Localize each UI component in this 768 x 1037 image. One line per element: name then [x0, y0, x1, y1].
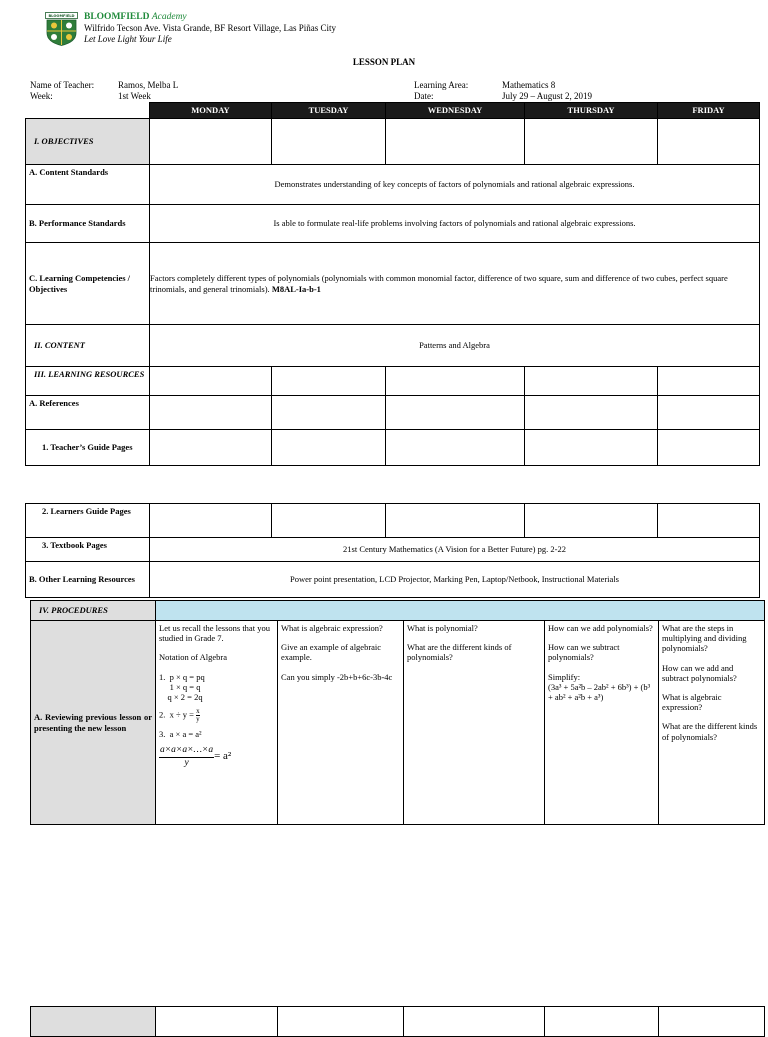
- performance-standards-label: B. Performance Standards: [26, 205, 150, 243]
- procedures-table-continued: [30, 1006, 765, 1037]
- school-name: BLOOMFIELD Academy: [84, 12, 187, 22]
- procedures-table: [30, 600, 765, 825]
- content-label: II. CONTENT: [26, 325, 150, 367]
- resources-label: III. LEARNING RESOURCES: [26, 367, 150, 396]
- textbook-row: [26, 538, 760, 562]
- review-label: A. Reviewing previous lesson or presenting the new lesson: [31, 621, 156, 825]
- date-value: July 29 – August 2, 2019: [502, 91, 593, 101]
- content-standards-label: A. Content Standards: [26, 165, 150, 205]
- day-monday: MONDAY: [150, 103, 272, 119]
- tuesday-procedure: What is algebraic expression? Give an example of algebraic example. Can you simply -2b+b+6c-3b-4c: [278, 621, 404, 825]
- other-resources-label: B. Other Learning Resources: [26, 562, 150, 598]
- area-label: Learning Area:: [414, 80, 469, 90]
- learners-guide-row: [26, 504, 760, 538]
- next-procedure-row: [31, 1007, 765, 1037]
- references-row: [26, 396, 760, 430]
- lesson-plan-table-2: [25, 503, 760, 598]
- learners-guide-label: 2. Learners Guide Pages: [26, 504, 150, 538]
- procedures-label: IV. PROCEDURES: [31, 601, 156, 621]
- teachers-guide-row: [26, 430, 760, 466]
- day-thursday: THURSDAY: [525, 103, 658, 119]
- school-address: Wilfrido Tecson Ave. Vista Grande, BF Resort Village, Las Piñas City: [84, 23, 336, 33]
- week-value: 1st Week: [118, 91, 151, 101]
- day-header-row: [26, 103, 760, 119]
- textbook-value: 21st Century Mathematics (A Vision for a Better Future) pg. 2-22: [150, 538, 760, 562]
- day-tuesday: TUESDAY: [272, 103, 386, 119]
- lesson-plan-table-1: [25, 102, 760, 466]
- friday-procedure: What are the steps in multiplying and dividing polynomials? How can we add and subtract polynomials? What is algebraic expression? What are the different kinds of polynomials?: [659, 621, 765, 825]
- date-label: Date:: [414, 91, 434, 101]
- monday-procedure: Let us recall the lessons that you studied in Grade 7. Notation of Algebra 1. p × q = pq 1 × q = q q × 2 = 2q 2. x ÷ y = $\frac{x}{y}$ 3. a × a = a² $\frac{a\times a\times a\times\dots\times a}{y}$ = a²: [156, 621, 278, 825]
- teacher-label: Name of Teacher:: [30, 80, 95, 90]
- competencies-value: Factors completely different types of polynomials (polynomials with common monomial factor, difference of two square, sum and difference of two cubes, perfect square trinomials, and general trinomials). M8AL-Ia-b-1: [150, 243, 760, 325]
- school-logo: [45, 12, 78, 46]
- day-friday: FRIDAY: [658, 103, 760, 119]
- header-blank: [26, 103, 150, 119]
- document-title: LESSON PLAN: [352, 57, 416, 67]
- performance-standards-value: Is able to formulate real-life problems involving factors of polynomials and rational algebraic expressions.: [150, 205, 760, 243]
- performance-standards-row: [26, 205, 760, 243]
- competency-code: M8AL-Ia-b-1: [271, 283, 321, 294]
- teacher-value: Ramos, Melba L: [118, 80, 179, 90]
- objectives-label: I. OBJECTIVES: [26, 119, 150, 165]
- procedures-band: [156, 601, 765, 621]
- algebra-fraction: $\frac{a\times a\times a\times\dots\times a}{y}$ = a²: [160, 745, 232, 768]
- area-value: Mathematics 8: [502, 80, 556, 90]
- competencies-label: C. Learning Competencies / Objectives: [26, 243, 150, 325]
- content-value: Patterns and Algebra: [150, 325, 760, 367]
- wednesday-procedure: What is polynomial? What are the different kinds of polynomials?: [404, 621, 545, 825]
- textbook-label: 3. Textbook Pages: [26, 538, 150, 562]
- content-standards-row: [26, 165, 760, 205]
- svg-text:BLOOMFIELD: BLOOMFIELD: [48, 14, 75, 18]
- content-standards-value: Demonstrates understanding of key concepts of factors of polynomials and rational algebraic expressions.: [150, 165, 760, 205]
- competencies-row: [26, 243, 760, 325]
- resources-row: [26, 367, 760, 396]
- teachers-guide-label: 1. Teacher’s Guide Pages: [26, 430, 150, 466]
- other-resources-row: [26, 562, 760, 598]
- procedures-header-row: [31, 601, 765, 621]
- school-motto: Let Love Light Your Life: [84, 34, 172, 44]
- week-label: Week:: [30, 91, 53, 101]
- content-row: [26, 325, 760, 367]
- objectives-row: [26, 119, 760, 165]
- other-resources-value: Power point presentation, LCD Projector, Marking Pen, Laptop/Netbook, Instructional Materials: [150, 562, 760, 598]
- review-row: [31, 621, 765, 825]
- references-label: A. References: [26, 396, 150, 430]
- thursday-procedure: How can we add polynomials? How can we subtract polynomials? Simplify: (3a³ + 5a²b – 2ab² + 6b³) + (b³ + ab² + a²b + a³): [545, 621, 659, 825]
- day-wednesday: WEDNESDAY: [386, 103, 525, 119]
